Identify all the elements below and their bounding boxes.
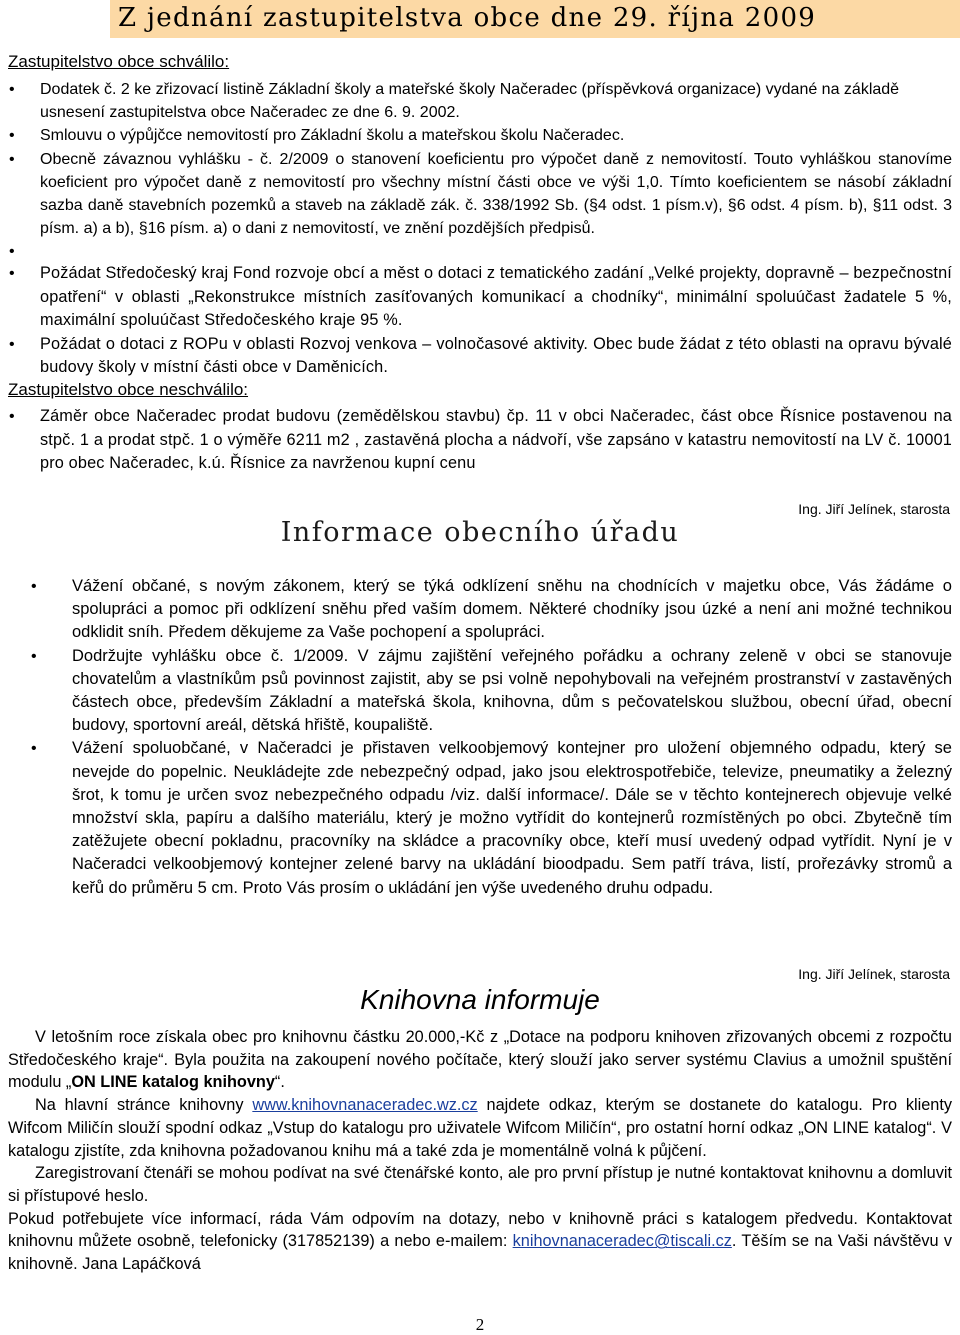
list-item: • Dodatek č. 2 ke zřizovací listině Základní školy a mateřské školy Načeradec (příspěvková organizace) vydané na základě usnesení zastupitelstva obce Načeradec ze dne 6. 9. 2002. <box>40 78 952 124</box>
rejected-heading: Zastupitelstvo obce neschválilo: <box>8 380 249 399</box>
library-text-part: V letošním roce získala obec pro knihovnu částku 20.000,-Kč z „Dotace na podporu knihoven zřizovaných obcemi z rozpočtu Středočeského kraje“. Byla použita na zakoupení nového počítače, který slouží jako server systému Clavius a umožnil spuštění modulu „ <box>8 1028 952 1092</box>
library-email-link[interactable]: knihovnanaceradec@tiscali.cz <box>512 1232 732 1251</box>
library-text-part: “. <box>274 1073 285 1092</box>
page-title: Z jednání zastupitelstva obce dne 29. října 2009 <box>118 3 817 33</box>
library-text-part: . Těším se na Vaši návštěvu v knihovně. Jana Lapáčková <box>8 1232 952 1274</box>
catalog-module-name: ON LINE katalog knihovny <box>71 1073 275 1092</box>
list-item: • Vážení občané, s novým zákonem, který se týká odklízení sněhu na chodnících v majetku obce, Vás žádáme o spolupráci a pomoc při odklízení sněhu před vaším domem. Některé chodníky jsou úzké a není ani možné technikou odklidit sníh. Předem děkujeme za Vaše pochopení a spolupráci. <box>72 575 952 645</box>
list-item: • Záměr obce Načeradec prodat budovu (zemědělskou stavbu) čp. 11 v obci Načeradec, část obce Řísnice postavenou na stpč. 1 a prodat stpč. 1 o výměře 6211 m2 , zastavěná plocha a nádvoří, vše zapsáno v katastru nemovitostí na LV č. 10001 pro obec Načeradec, k.ú. Řísnice za navrženou kupní cenu <box>40 405 952 476</box>
approved-list-cont <box>40 262 952 380</box>
list-item: • Požádat Středočeský kraj Fond rozvoje obcí a měst o dotaci z tematického zadání „Velké projekty, dopravně – bezpečnostní opatření“ v oblasti „Rekonstrukce místních zasíťovaných komunikací a chodníky“, minimální spoluúčast žadatele 5 %, maximální spoluúčast Středočeského kraje 95 %. <box>40 262 952 333</box>
library-text <box>8 1026 952 1276</box>
page-number: 2 <box>475 1315 485 1334</box>
library-text-part: Na hlavní stránce knihovny <box>35 1096 253 1115</box>
list-item: • Dodržujte vyhlášku obce č. 1/2009. V zájmu zajištění veřejného pořádku a ochrany zeleně v obci se stanovuje chovatelům a vlastníkům psů povinnost zajistit, aby se psi volně nepohybovali na veřejném prostranství v zastavěných částech obce, především Základní a mateřská škola, knihovna, dům s pečovatelskou službou, obecní úřad, obecní budovy, sportovní areál, dětská hřiště, koupaliště. <box>72 645 952 738</box>
rejected-list <box>40 405 952 476</box>
library-paragraph <box>8 1208 952 1276</box>
list-item: • Smlouvu o výpůjčce nemovitostí pro Základní školu a mateřskou školu Načeradec. <box>40 124 952 147</box>
list-item: • Obecně závaznou vyhlášku - č. 2/2009 o stanovení koeficientu pro výpočet daně z nemovitostí. Touto vyhláškou stanovíme koeficient pro výpočet daně z nemovitostí pro všechny místní části obce ve výši 1,0. Tímto koeficientem se násobí základní sazba daně stavebních pozemků a staveb na základě zák. č. 338/1992 Sb. (§4 odst. 1 písm.v), §6 odst. 4 písm. b), §11 odst. 3 písm. a) a b), §16 písm. a) o dani z nemovitostí, ve znění pozdějších předpisů. <box>40 148 952 241</box>
library-text-part: najdete odkaz, kterým se dostanete do katalogu. Pro klienty Wifcom Miličín slouží spodní odkaz „Vstup do katalogu pro uživatele Wifcom Miličín“, pro ostatní horní odkaz „ON LINE katalog“. V katalogu zjistíte, zda knihovna požadovanou knihu má a také zda je momentálně volná k půjčení. <box>8 1096 952 1160</box>
info-list <box>72 575 952 900</box>
library-heading: Knihovna informuje <box>360 984 600 1015</box>
approved-list <box>40 78 952 240</box>
approved-heading: Zastupitelstvo obce schválilo: <box>8 52 230 71</box>
signature: Ing. Jiří Jelínek, starosta <box>798 966 950 982</box>
info-heading: Informace obecního úřadu <box>280 517 680 548</box>
list-item: • Požádat o dotaci z ROPu v oblasti Rozvoj venkova – volnočasové aktivity. Obec bude žádat z této oblasti na opravu bývalé budovy školy v místní části obce v Daměnicích. <box>40 333 952 380</box>
list-item: • Vážení spoluobčané, v Načeradci je přistaven velkoobjemový kontejner pro uložení objemného odpadu, který se nevejde do popelnic. Neukládejte zde nebezpečný odpad, jako jsou elektrospotřebiče, televize, pneumatiky a železný šrot, k tomu je určen svoz nebezpečného odpadu /viz. další informace/. Dále se v těchto kontejnerech objevuje velké množství skla, papíru a dalšího materiálu, který je možno vytřídit do kontejnerů rozmístěných po obci. Zbytečně tím zatěžujete obecní pokladnu, pracovníky na skládce a pracovníky obce, kteří musí uvedený odpad vytřídit. Nyní je v Načeradci velkoobjemový kontejner zelené barvy na ukládání bioodpadu. Sem patří tráva, listí, prořezávky stromů a keřů do průměru 5 cm. Proto Vás prosím o ukládání jen výše uvedeného druhu odpadu. <box>72 737 952 899</box>
library-paragraph: Zaregistrovaní čtenáři se mohou podívat na své čtenářské konto, ale pro první přístup je nutné kontaktovat knihovnu a domluvit si přístupové heslo. <box>8 1164 952 1205</box>
library-text-part: Pokud potřebujete více informací, ráda Vám odpovím na dotazy, nebo v knihovně práci s katalogem předvedu. Kontaktovat knihovnu můžete osobně, telefonicky (317852139) a nebo e-mailem: <box>8 1209 952 1251</box>
library-paragraph <box>8 1026 952 1094</box>
signature: Ing. Jiří Jelínek, starosta <box>798 501 950 517</box>
library-paragraph <box>8 1094 952 1162</box>
library-website-link[interactable]: www.knihovnanaceradec.wz.cz <box>252 1096 478 1115</box>
